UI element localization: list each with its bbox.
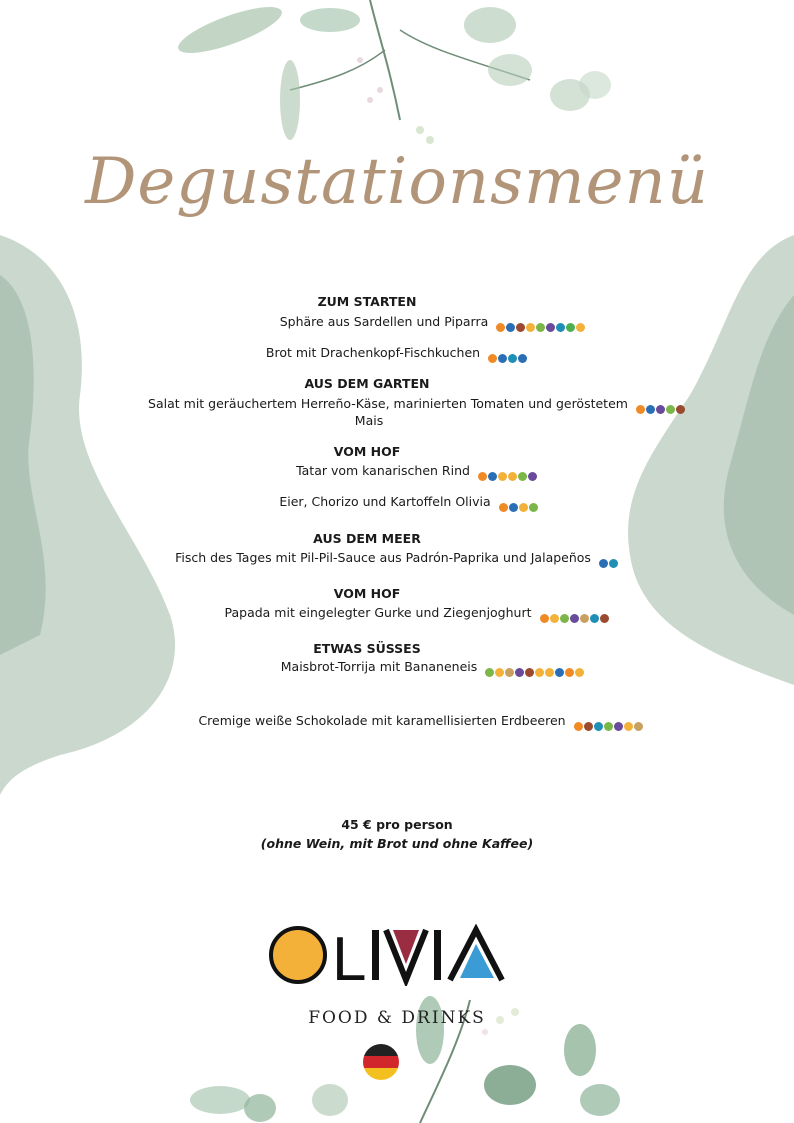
olivia-logo: [268, 924, 512, 986]
menu-title: Degustationsmenü: [85, 145, 709, 219]
section-heading: AUS DEM GARTEN: [304, 376, 430, 391]
menu-item: Sphäre aus Sardellen und Piparra: [36, 313, 794, 331]
section-heading: AUS DEM MEER: [313, 531, 421, 546]
menu-item: Fisch des Tages mit Pil-Pil-Sauce aus Padrón-Paprika und Jalapeños: [0, 549, 794, 567]
section-heading: ZUM STARTEN: [317, 294, 417, 309]
section-heading: ETWAS SÜSSES: [313, 641, 421, 656]
menu-item-continued: Mais: [354, 413, 384, 428]
menu-item: Maisbrot-Torrija mit Bananeneis: [36, 658, 794, 676]
allergen-icons: [485, 663, 585, 673]
brand-tagline: FOOD & DRINKS: [308, 1008, 486, 1028]
allergen-icons: [540, 609, 610, 619]
price: 45 € pro person: [341, 817, 453, 832]
leaf-decoration-top: [170, 0, 630, 150]
svg-text:L: L: [332, 925, 367, 986]
menu-item: Salat mit geräuchertem Herreño-Käse, marinierten Tomaten und geröstetem: [20, 395, 794, 413]
menu-item: Tatar vom kanarischen Rind: [20, 462, 794, 480]
allergen-icons: [599, 554, 619, 564]
menu-item: Eier, Chorizo und Kartoffeln Olivia: [12, 493, 794, 511]
allergen-icons: [478, 467, 538, 477]
allergen-icons: [574, 717, 644, 727]
menu-item: Brot mit Drachenkopf-Fischkuchen: [0, 344, 794, 362]
section-heading: VOM HOF: [333, 586, 401, 601]
allergen-icons: [499, 498, 539, 508]
menu-item: Cremige weiße Schokolade mit karamellisierten Erdbeeren: [24, 712, 794, 730]
menu-item: Papada mit eingelegter Gurke und Ziegenjoghurt: [20, 604, 794, 622]
allergen-icons: [488, 349, 528, 359]
allergen-icons: [636, 400, 686, 410]
price-note: (ohne Wein, mit Brot und ohne Kaffee): [260, 836, 534, 851]
german-flag-icon[interactable]: [362, 1043, 400, 1081]
allergen-icons: [496, 318, 586, 328]
section-heading: VOM HOF: [333, 444, 401, 459]
